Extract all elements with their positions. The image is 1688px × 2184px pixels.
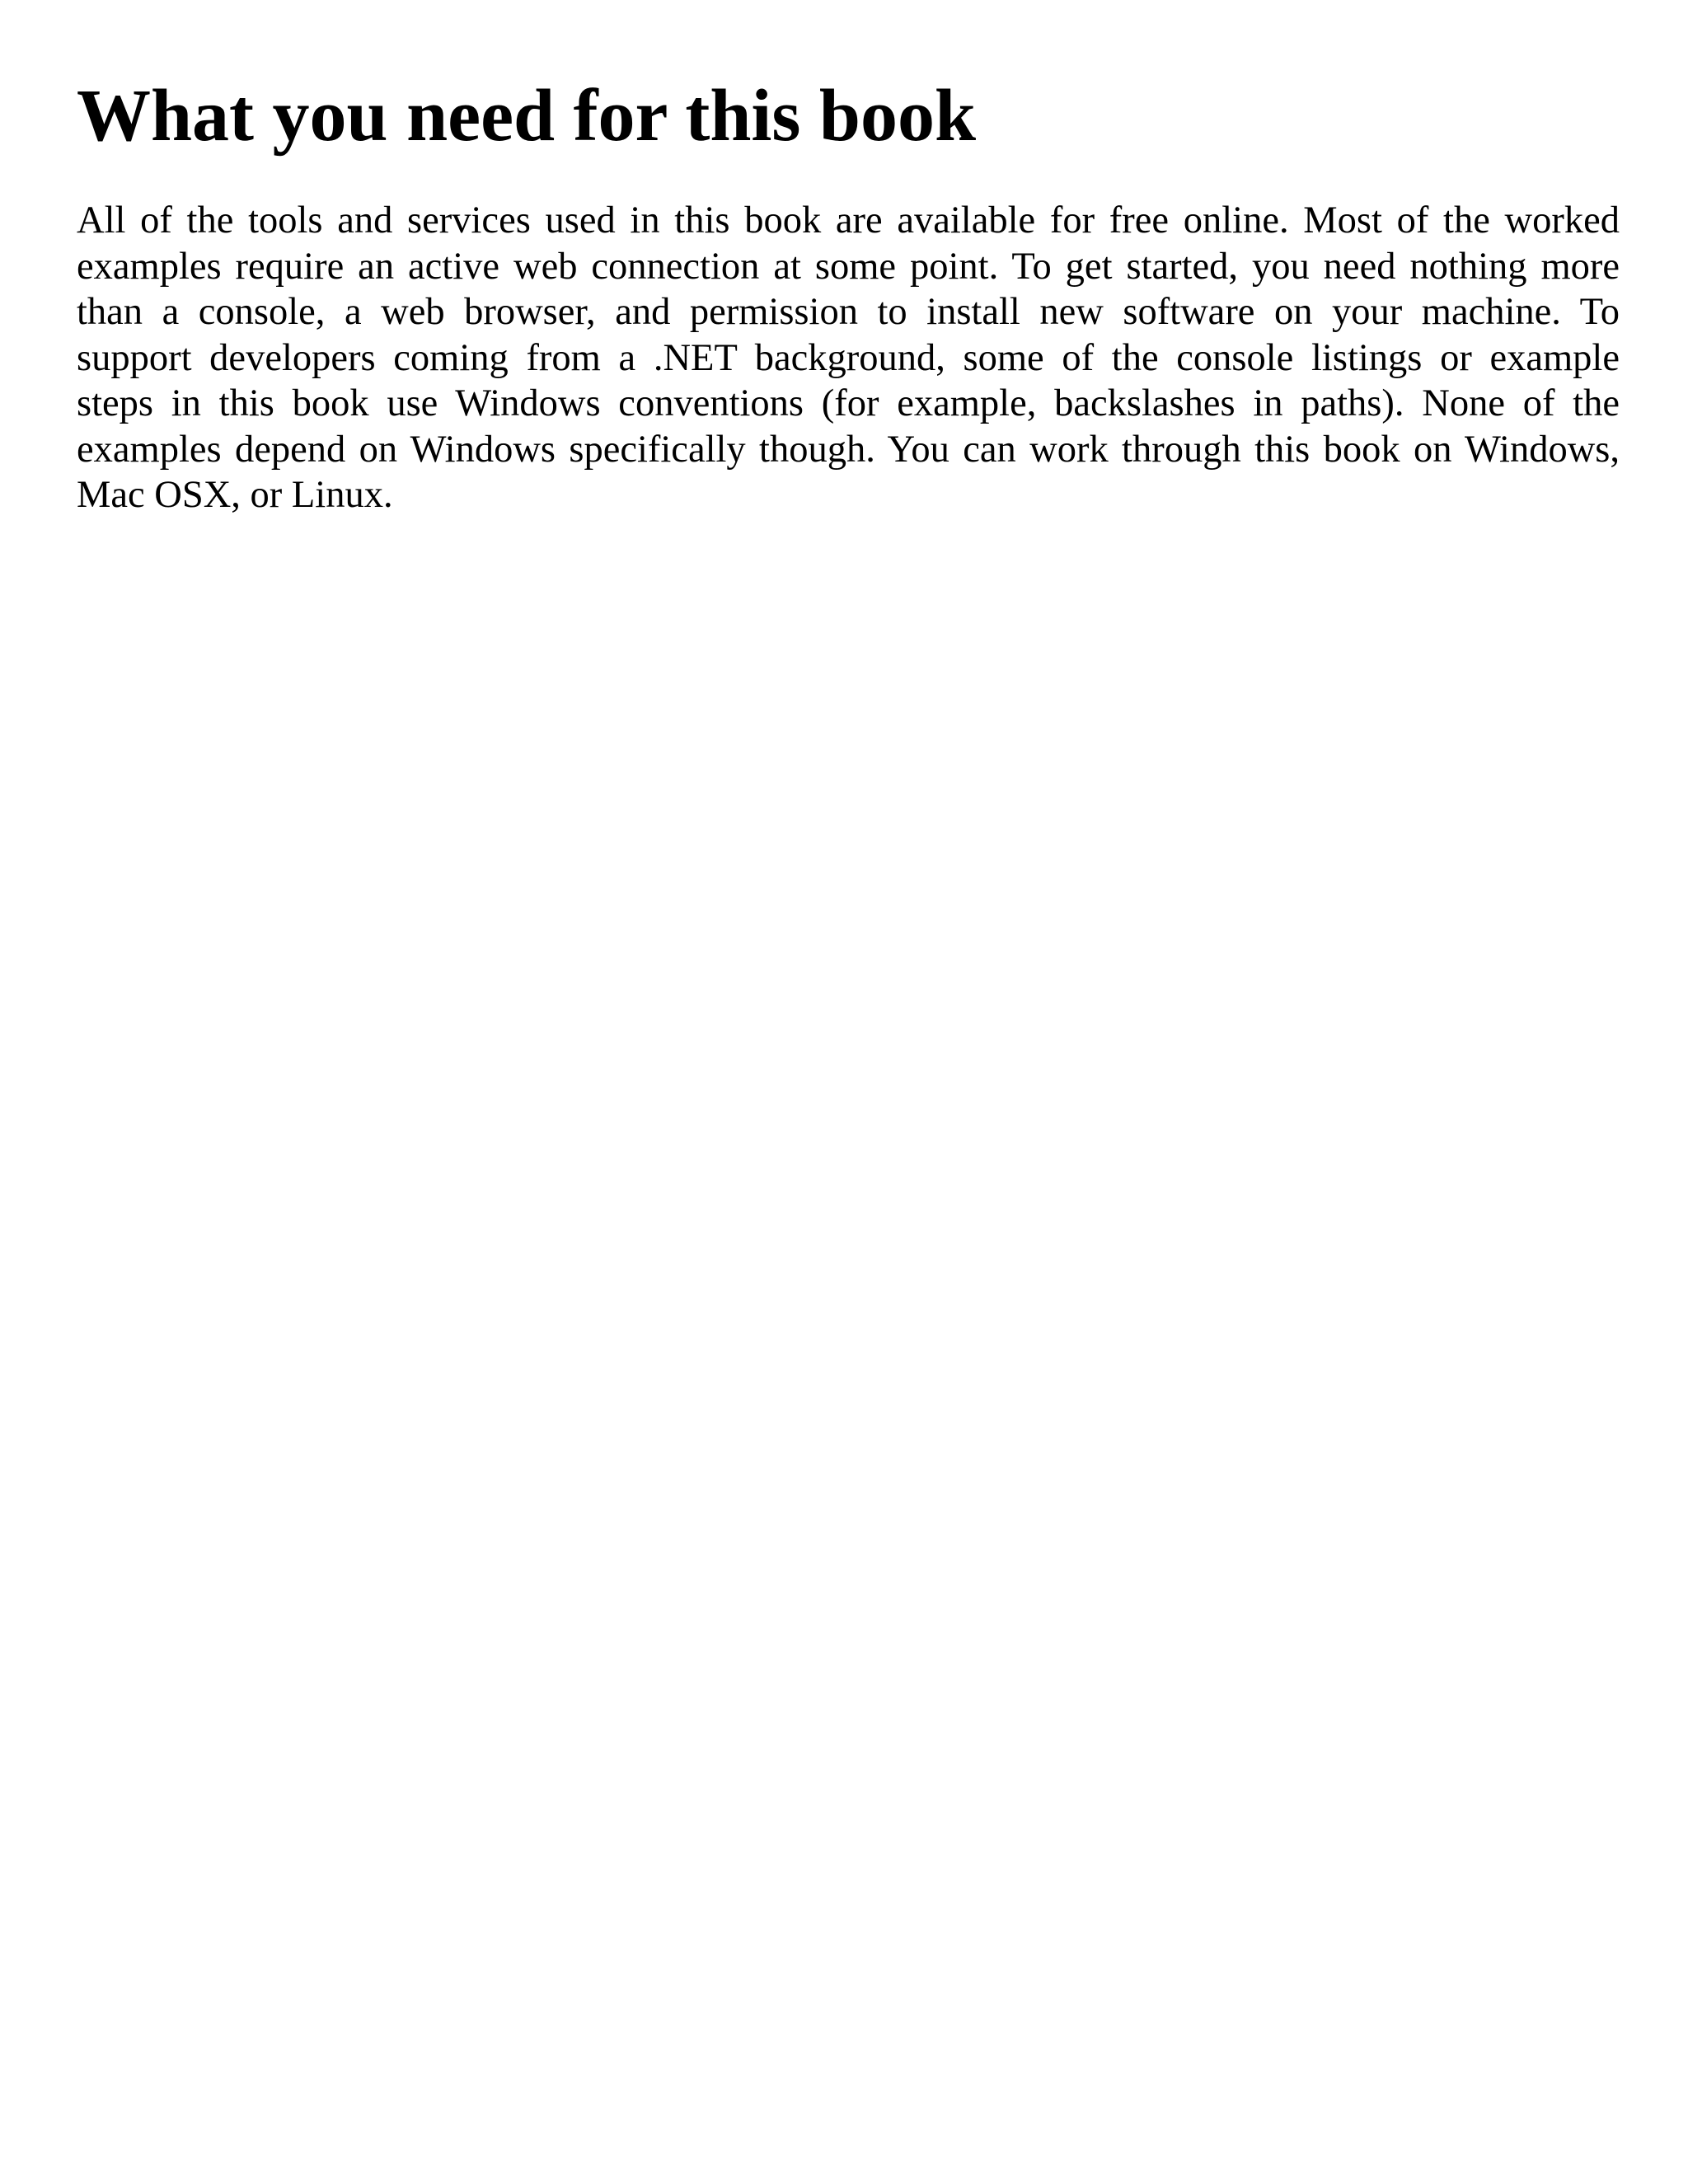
paragraph-line: examples depend on Windows specifically though. You can work through this book on Windows, <box>77 428 1620 471</box>
paragraph-line: than a console, a web browser, and permission to install new software on your machine. To <box>77 291 1620 333</box>
body-paragraph <box>77 198 1620 518</box>
section-heading: What you need for this book <box>77 75 977 157</box>
paragraph-line: support developers coming from a .NET background, some of the console listings or example <box>77 336 1620 379</box>
paragraph-line: Mac OSX, or Linux. <box>77 474 393 516</box>
paragraph-line: All of the tools and services used in this book are available for free online. Most of the worked <box>77 199 1620 241</box>
paragraph-line: steps in this book use Windows conventions (for example, backslashes in paths). None of the <box>77 382 1620 424</box>
paragraph-line: examples require an active web connection at some point. To get started, you need nothing more <box>77 245 1620 288</box>
